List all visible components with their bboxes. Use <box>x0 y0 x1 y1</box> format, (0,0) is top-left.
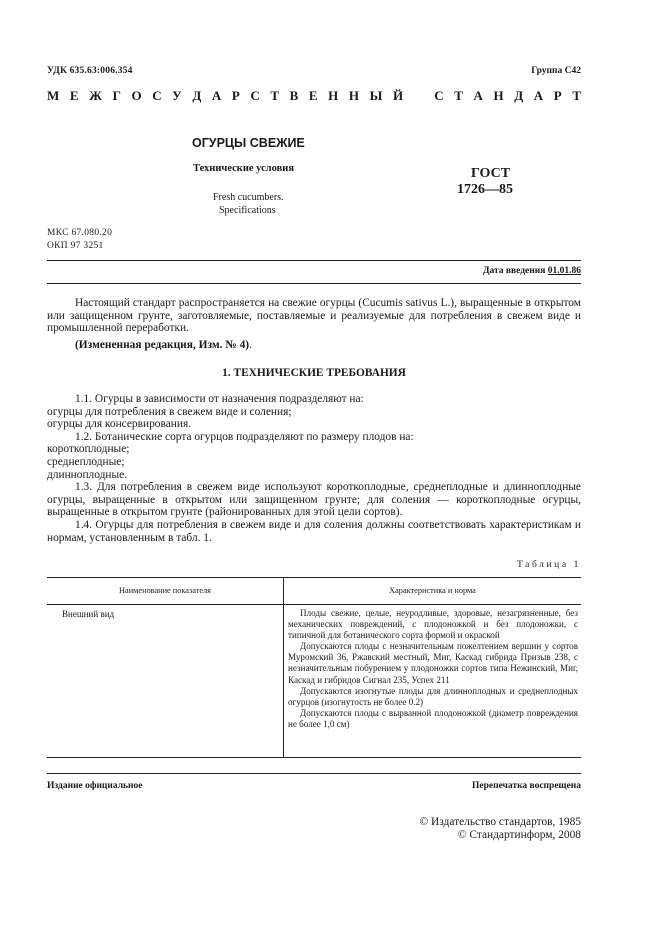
gost-label: ГОСТ <box>471 166 511 181</box>
section-heading: 1. ТЕХНИЧЕСКИЕ ТРЕБОВАНИЯ <box>222 367 406 379</box>
heading-letter: Р <box>553 88 562 103</box>
english-title-line2: Specifications <box>219 205 276 216</box>
clause: длинноплодные. <box>47 468 128 481</box>
reprint-prohibited-label: Перепечатка воспрещена <box>471 781 581 791</box>
table-column-divider <box>283 577 284 757</box>
divider <box>47 283 581 284</box>
english-title-line1: Fresh cucumbers. <box>213 192 284 203</box>
document-subtitle: Технические условия <box>193 163 295 174</box>
intro-paragraph: Настоящий стандарт распространяется на свежие огурцы (Cucumis sativus L.), выращенные в открытом или защищенном грунте, заготовляемые, поставляемые и реализуемые для потребления в свежем виде и промышленной переработки. <box>47 297 581 335</box>
heading-letter: Т <box>270 88 280 103</box>
heading-letter: С <box>250 88 260 103</box>
heading-letter: Н <box>348 88 360 103</box>
group-code: Группа С42 <box>531 66 581 76</box>
edit-note-text: (Измененная редакция, Изм. № 4) <box>75 339 250 351</box>
table-header-norm: Характеристика и норма <box>389 586 476 595</box>
heading-letter: Ж <box>89 88 102 103</box>
table-caption: Таблица 1 <box>516 560 581 570</box>
introduction-date-value: 01.01.86 <box>547 266 581 276</box>
heading-letter: Р <box>231 88 240 103</box>
clause: 1.2. Ботанические сорта огурцов подразделяют по размеру плодов на: <box>75 430 414 443</box>
heading-letter: В <box>289 88 299 103</box>
heading-letter: С <box>152 88 162 103</box>
heading-letter: А <box>473 88 483 103</box>
edit-note-period: . <box>249 339 252 351</box>
heading-letter: М <box>47 88 60 103</box>
heading-letter: Й <box>392 88 404 103</box>
okp-code: ОКП 97 3251 <box>47 241 104 251</box>
table-cell-indicator: Внешний вид <box>62 609 115 619</box>
clause: короткоплодные; <box>47 443 130 456</box>
norm-paragraph: Допускаются плоды с незначительным пожелтением вершин у сортов Муромский 36, Ржавский местный, Миг, Каскад гибрида Призыв 238, с незначительным побурением у плодоножки сортов типа Нежинский, Миг, Каскад и гибридов Сигнал 235, Успех 211 <box>288 641 578 685</box>
copyright-line: © Издательство стандартов, 1985 <box>419 816 581 828</box>
table-cell-norm <box>288 608 578 730</box>
clause: огурцы для потребления в свежем виде и соления; <box>47 405 292 418</box>
heading-letter: Е <box>308 88 318 103</box>
table-border-bottom <box>47 757 581 758</box>
document-title: ОГУРЦЫ СВЕЖИЕ <box>192 136 305 150</box>
heading-letter: Г <box>112 88 121 103</box>
introduction-date-label: Дата введения <box>482 266 546 276</box>
table-header-divider <box>47 604 581 605</box>
edit-note <box>75 339 581 352</box>
heading-letter: У <box>172 88 182 103</box>
copyright-line: © Стандартинформ, 2008 <box>457 829 581 841</box>
requirements-table <box>47 577 581 759</box>
table-border-top <box>47 577 581 578</box>
mks-code: МКС 67.080.20 <box>47 228 113 238</box>
heading-letter: Д <box>192 88 202 103</box>
heading-letter: А <box>533 88 544 103</box>
heading-letter: Ы <box>369 88 383 103</box>
heading-letter: Н <box>328 88 339 103</box>
footer-divider <box>47 773 581 774</box>
interstate-standard-heading <box>47 88 581 104</box>
heading-letter: С <box>434 88 444 103</box>
heading-letter: Т <box>572 88 581 103</box>
gost-number: 1726—85 <box>457 182 513 197</box>
norm-paragraph: Допускаются изогнутые плоды для длинноплодных и среднеплодных огурцов (изогнутость не более 0.2) <box>288 685 578 707</box>
clause: среднеплодные; <box>47 455 125 468</box>
heading-letter: Е <box>69 88 79 103</box>
norm-paragraph: Плоды свежие, целые, неуродливые, здоровые, незагрязненные, без механических повреждений, с плодоножкой и без плодоножки, с типичной для ботанического сорта формой и окраской <box>288 608 578 641</box>
heading-word-gap <box>414 88 424 104</box>
official-edition-label: Издание официальное <box>47 781 143 791</box>
clause: 1.1. Огурцы в зависимости от назначения подразделяют на: <box>75 393 364 405</box>
introduction-date <box>483 266 581 276</box>
divider <box>47 260 581 261</box>
norm-paragraph: Допускаются плоды с вырванной плодоножкой (диаметр повреждения не более 1,0 см) <box>288 707 578 729</box>
section-body <box>47 393 581 544</box>
clause: 1.4. Огурцы для потребления в свежем виде и для соления должны соответствовать характеристикам и нормам, установленным в табл. 1. <box>47 518 581 544</box>
udk-code: УДК 635.63:006.354 <box>47 66 133 76</box>
clause: огурцы для консервирования. <box>47 418 192 431</box>
heading-letter: Н <box>493 88 504 103</box>
heading-letter: О <box>131 88 142 103</box>
table-header-indicator: Наименование показателя <box>119 586 211 595</box>
clause: 1.3. Для потребления в свежем виде используют короткоплодные, среднеплодные и длинноплодные огурцы, выращенные в открытом или защищенном грунте; для соления — короткоплодные огурцы, выращенные в открытом грунте (районированных для этой цели сортов). <box>47 481 581 519</box>
heading-letter: А <box>211 88 222 103</box>
heading-letter: Т <box>454 88 463 103</box>
heading-letter: Д <box>514 88 524 103</box>
